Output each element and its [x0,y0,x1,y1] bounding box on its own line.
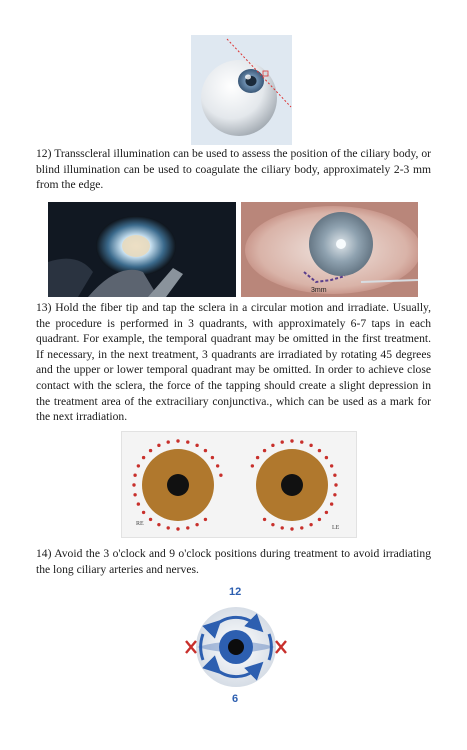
treatment-dot [157,523,160,526]
treatment-dot [186,526,189,529]
treatment-dot [333,493,336,496]
treatment-dot [167,526,170,529]
treatment-dot [133,474,136,477]
treatment-dot [263,449,266,452]
treatment-dot [167,440,170,443]
treatment-dot [142,456,145,459]
treatment-dot [271,444,274,447]
paragraph-14: 14) Avoid the 3 o'clock and 9 o'clock positions during treatment to avoid irradiating the long ciliary arteries and nerves. [36,547,431,576]
paragraph-12: 12) Transscleral illumination can be used to assess the position of the ciliary body, or blind illumination can be used to coagulate the ciliary body, approximately 2-3 mm from the edge. [36,147,431,192]
treatment-dots-diagram [121,431,357,538]
treatment-dot [330,502,333,505]
treatment-dot [256,456,259,459]
eyeball-figure [191,35,292,145]
treatment-dot [157,444,160,447]
treatment-dot [281,526,284,529]
eye-closeup-photo [241,202,418,297]
treatment-dot [176,439,179,442]
clock-position-diagram [177,586,295,708]
treatment-dot [300,526,303,529]
treatment-dot [251,464,254,467]
treatment-dot [333,474,336,477]
treatment-dot [216,464,219,467]
treatment-dot [309,523,312,526]
treatment-dot [330,464,333,467]
treatment-dot [334,483,337,486]
clock-6-label: 6 [232,693,239,705]
transillumination-photo [48,202,236,297]
photo-scale-label: 3mm [311,287,327,294]
treatment-dot [281,440,284,443]
paragraph-13: 13) Hold the fiber tip and tap the sclera in a circular motion and irradiate. Usually, the procedure is performed in 3 quadrants, with approximately 6-7 taps in each quadrant. For example, the temporal quadrant may be omitted in the first treatment. If necessary, in the next treatment, 3 quadrants are irradiated by rotating 45 degrees and the upper or lower temporal quadrant may be omitted. In order to achieve close contact with the sclera, the force of the tapping should create a slight depression in the treatment area of the extraciliary conjunctiva., which can be used as a mark for the next irradiation. [36,301,431,424]
left-eye-label: LE [332,525,340,531]
treatment-dot [325,511,328,514]
treatment-dot [271,523,274,526]
treatment-dot [204,449,207,452]
treatment-dot [149,449,152,452]
treatment-dot [137,502,140,505]
treatment-dot [149,518,152,521]
treatment-dot [195,444,198,447]
treatment-dot [132,483,135,486]
treatment-dot [195,523,198,526]
treatment-dot [318,449,321,452]
right-eye-label: RE [136,521,144,527]
right-eye [142,449,214,521]
treatment-dot [211,456,214,459]
treatment-dot [325,456,328,459]
treatment-dot [263,518,266,521]
treatment-dot [142,511,145,514]
treatment-dot [137,464,140,467]
clock-12-label: 12 [229,586,242,598]
treatment-dot [204,518,207,521]
treatment-dot [309,444,312,447]
treatment-dot [300,440,303,443]
treatment-dot [176,527,179,530]
treatment-dot [133,493,136,496]
treatment-dot [290,439,293,442]
treatment-dot [318,518,321,521]
treatment-dot [290,527,293,530]
treatment-dot [186,440,189,443]
left-eye [256,449,328,521]
treatment-dot [219,474,222,477]
